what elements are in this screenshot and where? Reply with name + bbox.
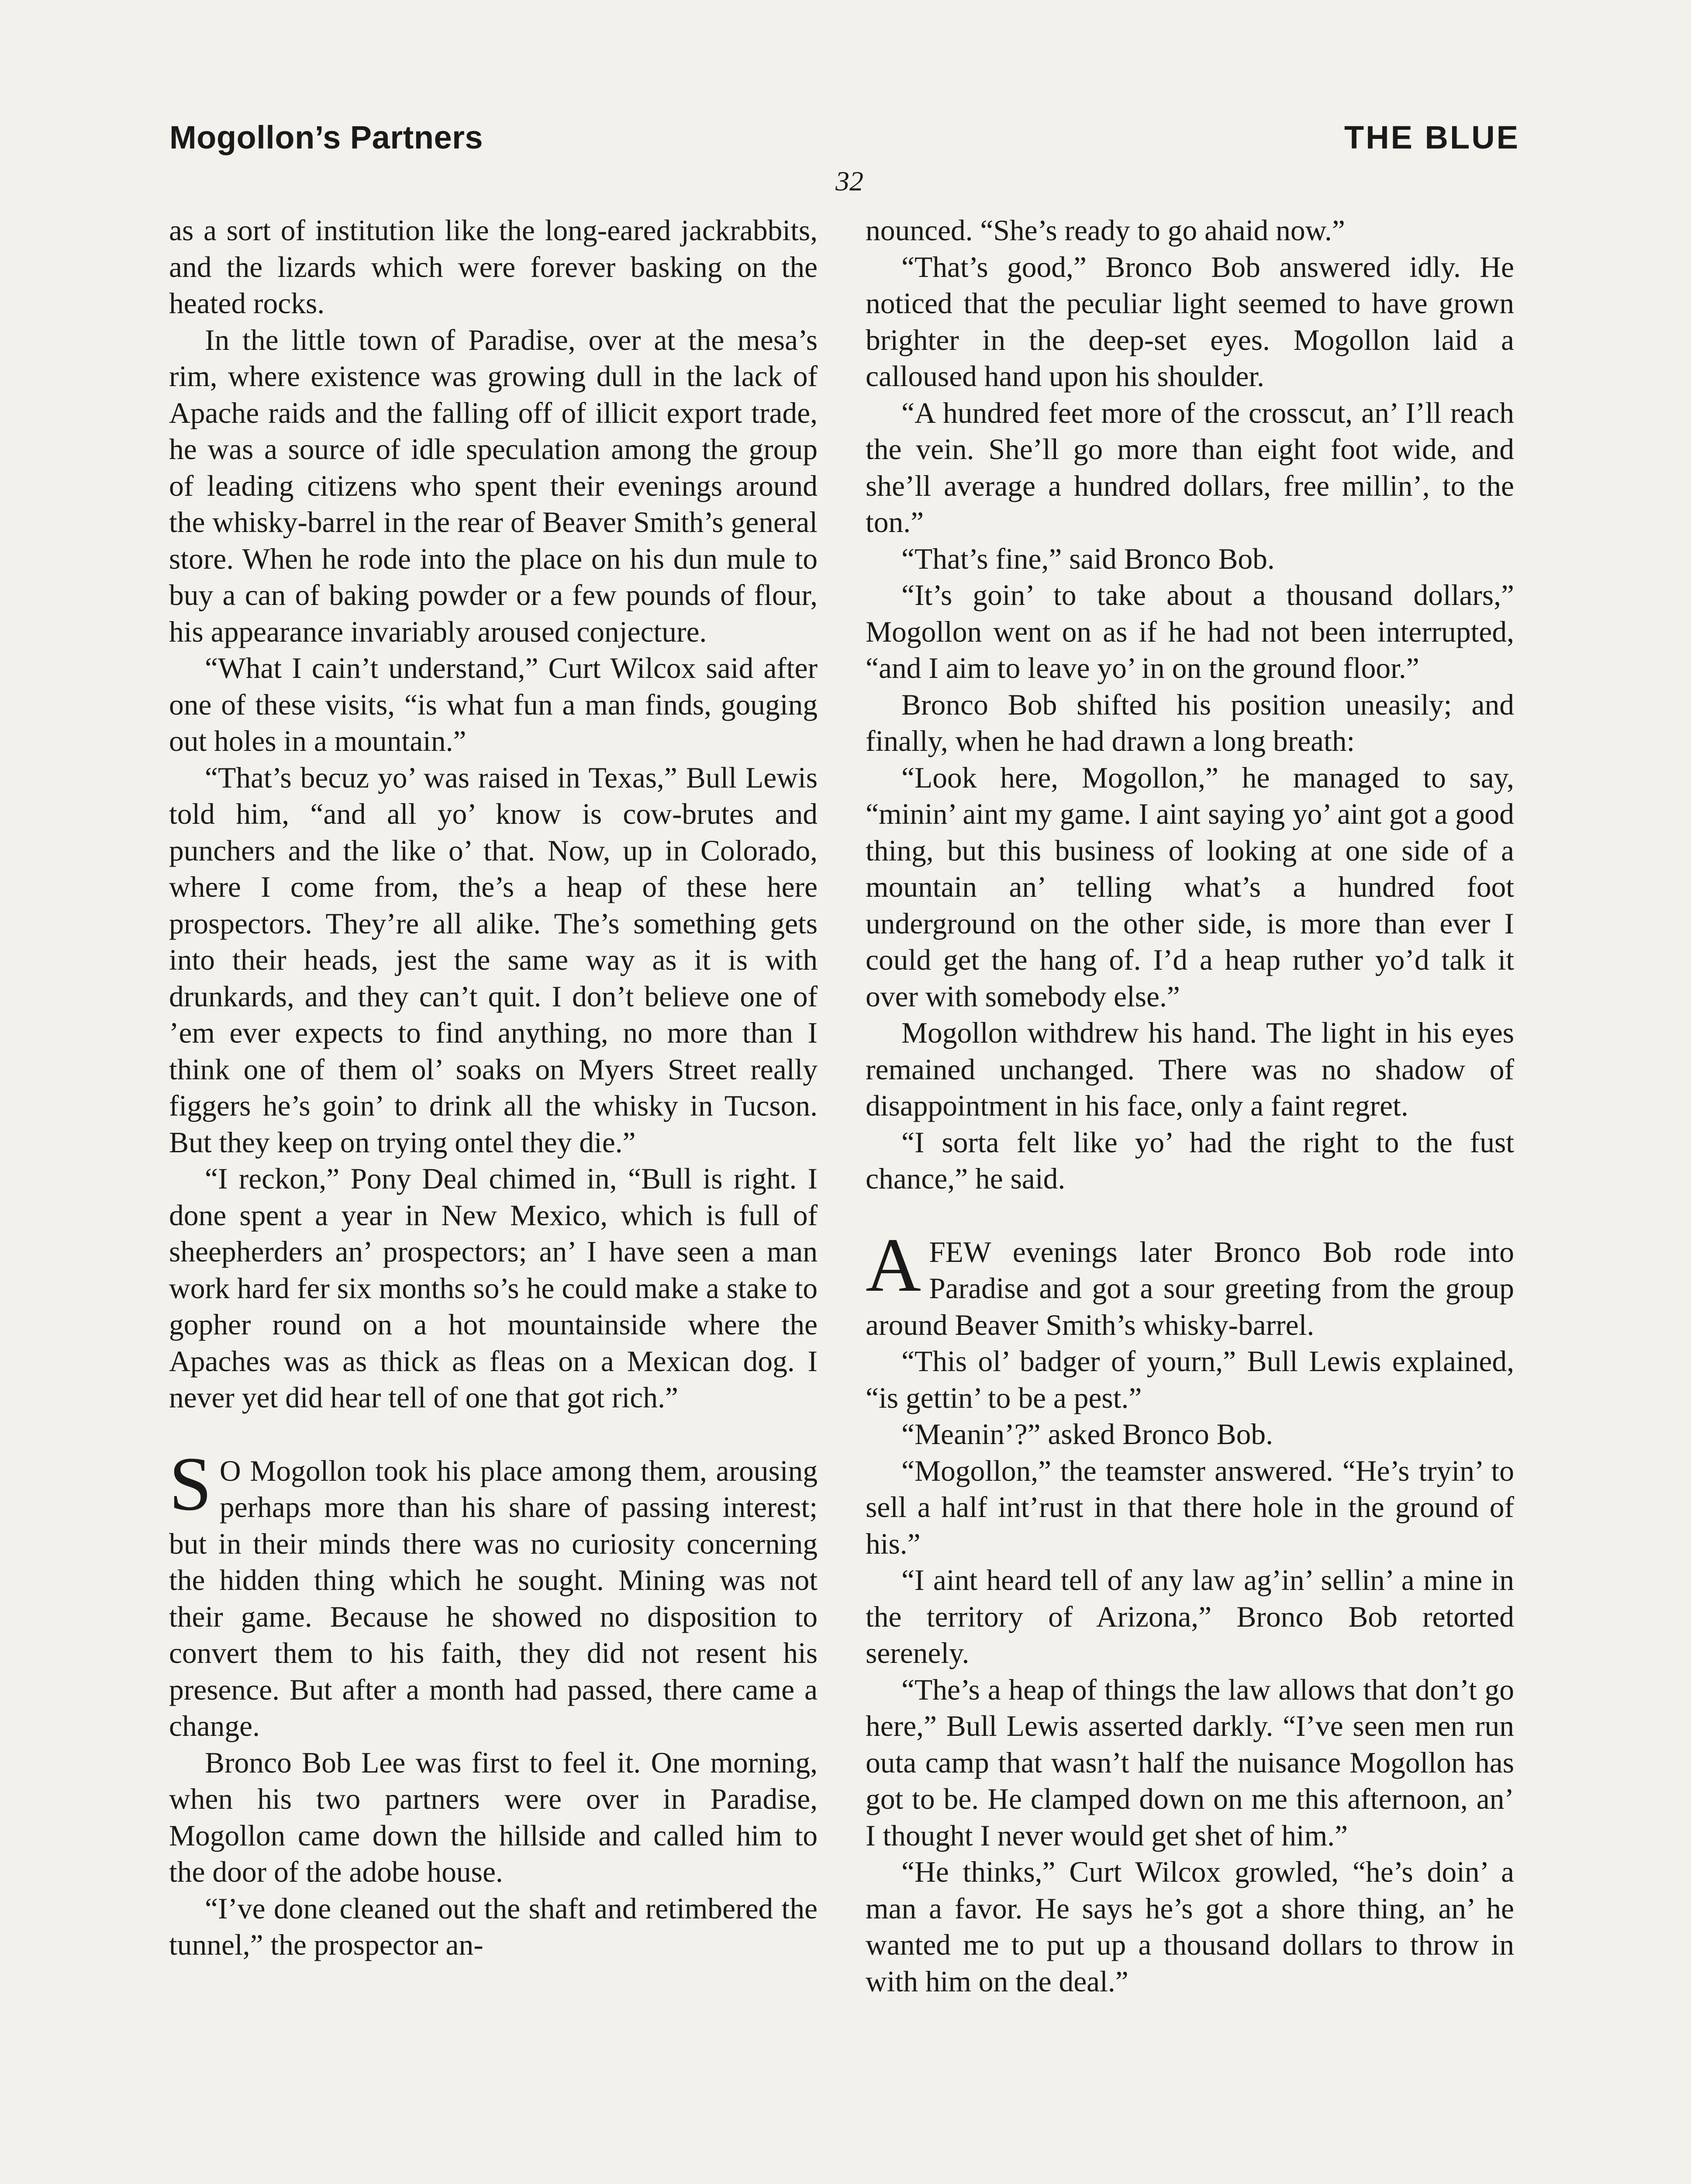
paragraph: “Mogollon,” the teamster answered. “He’s tryin’ to sell a half int’rust in that there hole in the ground of his.” <box>866 1454 1514 1560</box>
paragraph: as a sort of institution like the long-eared jackrabbits, and the lizards which were forever basking on the heated rocks. <box>169 214 818 320</box>
paragraph: “It’s goin’ to take about a thousand dollars,” Mogollon went on as if he had not been interrupted, “and I aim to leave yo’ in on the ground floor.” <box>866 579 1514 684</box>
story-title: Mogollon’s Partners <box>169 119 483 156</box>
paragraph: Mogollon withdrew his hand. The light in his eyes remained unchanged. There was no shadow of disappointment in his face, only a faint regret. <box>866 1016 1514 1122</box>
paragraph: “That’s good,” Bronco Bob answered idly. He noticed that the peculiar light seemed to have grown brighter in the deep-set eyes. Mogollon laid a calloused hand upon his shoulder. <box>866 250 1514 393</box>
paragraph: “I aint heard tell of any law ag’in’ sellin’ a mine in the territory of Arizona,” Bronco Bob retorted serenely. <box>866 1564 1514 1669</box>
right-column <box>866 212 1514 2000</box>
paragraph: Bronco Bob shifted his position uneasily; and finally, when he had drawn a long breath: <box>866 688 1514 757</box>
paragraph: “Look here, Mogollon,” he managed to say, “minin’ aint my game. I aint saying yo’ aint got a good thing, but this business of looking at one side of a mountain an’ telling what’s a hundred foot underground on the other side, is more than ever I could get the hang of. I’d a heap ruther yo’d talk it over with somebody else.” <box>866 761 1514 1013</box>
paragraph: “That’s becuz yo’ was raised in Texas,” Bull Lewis told him, “and all yo’ know is cow-brutes and punchers and the like o’ that. Now, up in Colorado, where I come from, the’s a heap of these here prospectors. They’re all alike. The’s something gets into their heads, jest the same way as it is with drunkards, and they can’t quit. I don’t believe one of ’em ever expects to find anything, no more than I think one of them ol’ soaks on Myers Street really figgers he’s goin’ to drink all the whisky in Tucson. But they keep on trying ontel they die.” <box>169 761 818 1159</box>
drop-cap: A <box>866 1222 921 1308</box>
paragraph-text: FEW evenings later Bronco Bob rode into Paradise and got a sour greeting from the group around Beaver Smith’s whisky-barrel. <box>866 1235 1514 1341</box>
left-column <box>169 212 818 1963</box>
paragraph: Bronco Bob Lee was first to feel it. One morning, when his two partners were over in Paradise, Mogollon came down the hillside and called him to the door of the adobe house. <box>169 1746 818 1888</box>
paragraph: “That’s fine,” said Bronco Bob. <box>901 542 1275 575</box>
drop-cap: S <box>169 1441 212 1527</box>
paragraph: nounced. “She’s ready to go ahaid now.” <box>866 214 1345 247</box>
paragraph: “He thinks,” Curt Wilcox growled, “he’s doin’ a man a favor. He says he’s got a shore thing, an’ he wanted me to put up a thousand dollars to throw in with him on the deal.” <box>866 1856 1514 1998</box>
paragraph: “The’s a heap of things the law allows that don’t go here,” Bull Lewis asserted darkly. “I’ve seen men run outa camp that wasn’t half the nuisance Mogollon has got to be. He clamped down on me this afternoon, an’ I thought I never would get shet of him.” <box>866 1673 1514 1852</box>
paragraph: “A hundred feet more of the crosscut, an’ I’ll reach the vein. She’ll go more than eight foot wide, and she’ll average a hundred dollars, free millin’, to the ton.” <box>866 396 1514 539</box>
magazine-title: THE BLUE <box>1344 119 1520 156</box>
paragraph: “Meanin’?” asked Bronco Bob. <box>901 1418 1273 1451</box>
paragraph: “I sorta felt like yo’ had the right to the fust chance,” he said. <box>866 1126 1514 1195</box>
paragraph: “I’ve done cleaned out the shaft and retimbered the tunnel,” the prospector an- <box>169 1892 818 1961</box>
paragraph-text: O Mogollon took his place among them, arousing perhaps more than his share of passing interest; but in their minds there was no curiosity concerning the hidden thing which he sought. Mining was not their game. Because he showed no disposition to convert them to his faith, they did not resent his presence. But after a month had passed, there came a change. <box>169 1454 818 1742</box>
paragraph: “This ol’ badger of yourn,” Bull Lewis explained, “is gettin’ to be a pest.” <box>866 1345 1514 1414</box>
page-number: 32 <box>835 166 863 197</box>
section-opening-paragraph <box>866 1222 1514 1344</box>
paragraph: “What I cain’t understand,” Curt Wilcox said after one of these visits, “is what fun a man finds, gouging out holes in a mountain.” <box>169 652 818 757</box>
section-opening-paragraph <box>169 1441 818 1745</box>
paragraph: “I reckon,” Pony Deal chimed in, “Bull is right. I done spent a year in New Mexico, which is full of sheepherders an’ prospectors; an’ I have seen a man work hard fer six months so’s he could make a stake to gopher round on a hot mountainside where the Apaches was as thick as fleas on a Mexican dog. I never yet did hear tell of one that got rich.” <box>169 1162 818 1414</box>
paragraph: In the little town of Paradise, over at the mesa’s rim, where existence was growing dull in the lack of Apache raids and the falling off of illicit export trade, he was a source of idle speculation among the group of leading citizens who spent their evenings around the whisky-barrel in the rear of Beaver Smith’s general store. When he rode into the place on his dun mule to buy a can of baking powder or a few pounds of flour, his appearance invariably aroused conjecture. <box>169 323 818 648</box>
